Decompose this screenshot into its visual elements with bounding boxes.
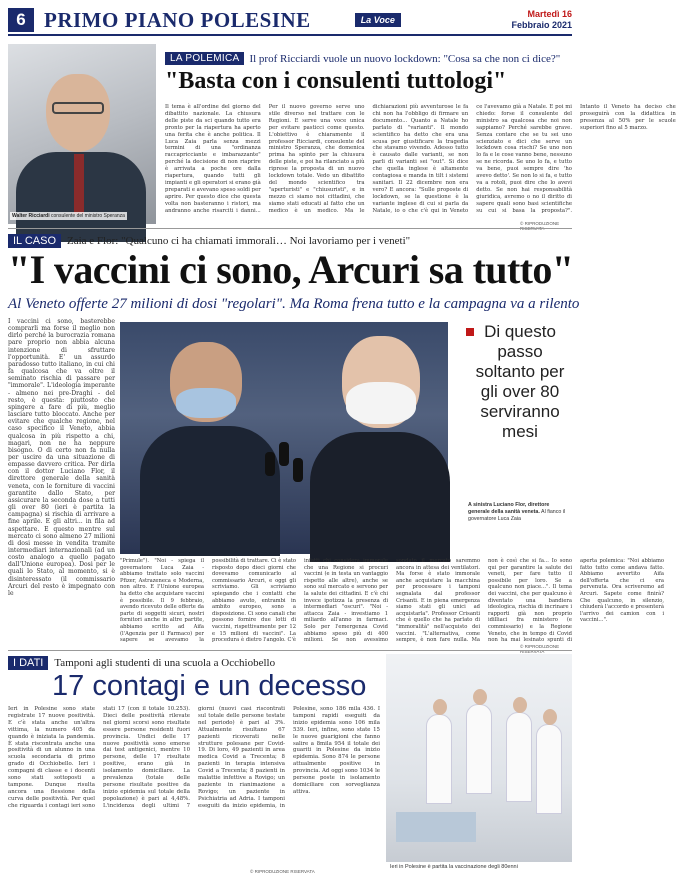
divider xyxy=(8,228,572,229)
photo-figure-tie xyxy=(74,154,84,214)
story2-headline: "I vaccini ci sono, Arcuri sa tutto" xyxy=(8,247,574,292)
story1-body: Il tema è all'ordine del giorno del dibattito nazionale. La chiusura delle piste da sci quando tutto era pronto per la riapertura ha aperto una ferita che è anche politica. Il Luca Zaia parla senza mezzi termini di una "ordinanza raccapricciante e imbarazzante" perché la decisione di non riaprire è arrivata a poche ore dalla riapertura, quando tutti gli impianti e gli operatori si erano già preparati e avevano speso soldi per aprire. Per questo dice che questa volta non basteranno i ristori, ma andranno anche risarciti i danni... Per il nuovo governo serve uno stile diverso nel trattare con le Regioni. E serve una voce unica per evitare pasticci come questo. L'obiettivo è chiaramente il professor Ricciardi, consulente del ministro Speranza, che domenica prima ha spinto per la chiusura delle piste, e poi ha rilanciato a più riprese la proposta di un nuovo lockdown totale. Vedo un dibattito del mondo scientifico tra "aperturisti" e "chiusuristi", e in mezzo ci siamo noi cittadini, che siamo stati educati al fatto che un medico è un medico. Ma le dichiarazioni più avventurose le fa chi non ha l'obbligo di firmare un documento... Quanto a Natale ho parlato di "varianti". Il mondo scientifico ha detto che era una scusa per giustificare la tragedia che stavamo vivendo. Adesso tutto è causato dalle varianti, se non parli di varianti sei "out". Si dice che quella inglese è altamente contagiosa e manda in tilt i sistemi sanitari. Il 22 dicembre non era vero? E ancora: "Sulle proposte di lockdown, se la questione è la variante inglese di cui si parla da Natale, io o che c'è qui in Veneto ce l'avevamo già a Natale. E poi mi chiedo: forse il consulente del ministro sa qualcosa che noi non sappiamo? Perché sarebbe grave. Senza contare che se tu sei uno scienziato e dici che serve un lockdown cosa rischi? Se uno non lo fa e le cose vanno bene, nessuno se ne ricorda. Se uno lo fa, e tutto va bene, puoi sempre dire 'ho avevo detto'. Se non lo si fa, e tutto va a rotoli, puoi dire che lo avevi detto. Se non hai responsabilità giuridica, avremo o no il diritto di sapere quali sono basi scientifiche su cui si basa la proposta?". Intanto il Veneto ha deciso che proseguirà con la didattica in presenza al 50% per le scuole superiori fino al 5 marzo. xyxy=(165,104,676,214)
story1-kicker-text: Il prof Ricciardi vuole un nuovo lockdown: "Cosa sa che non ci dice?" xyxy=(249,52,561,65)
month-year: Febbraio 2021 xyxy=(511,20,572,30)
page-number: 6 xyxy=(8,8,34,32)
story2-subhead: Al Veneto offerte 27 milioni di dosi "regolari". Ma Roma frena tutto e la campagna va a rilento xyxy=(8,296,580,312)
photo-person-right xyxy=(310,336,450,556)
press-conference-photo xyxy=(120,322,448,554)
story3-kicker-text: Tamponi agli studenti di una scuola a Occhiobello xyxy=(54,657,276,669)
story3-kicker xyxy=(8,656,275,670)
side-quote-text: Di questo passo soltanto per gli over 80 serviranno mesi xyxy=(475,322,565,441)
dateline xyxy=(511,9,572,31)
red-square-icon xyxy=(466,328,474,336)
story1-kicker xyxy=(165,52,560,65)
newspaper-logo: La Voce xyxy=(355,13,401,27)
caption-rest: Al fianco il governatore Luca Zaia xyxy=(468,509,566,522)
divider xyxy=(8,650,572,651)
story1-headline: "Basta con i consulenti tuttologi" xyxy=(165,68,507,94)
photo-figure-glasses xyxy=(52,102,104,114)
story1-tag: LA POLEMICA xyxy=(165,52,244,65)
story3-repro: © RIPRODUZIONE RISERVATA xyxy=(250,869,315,874)
caption-bold: A sinistra Luciano Flor, direttore generale della sanità veneta. xyxy=(468,502,550,515)
vaccination-caption: Ieri in Polesine è partita la vaccinazione degli 80enni xyxy=(390,864,518,870)
story3-tag: I DATI xyxy=(8,656,48,670)
story2-sidebar xyxy=(454,322,572,523)
section-title: PRIMO PIANO POLESINE xyxy=(44,7,311,32)
story3-body: Ieri in Polesine sono state registrate 17 nuove positività. E c'è stata anche un'altra vittima, la numero 405 da quando è iniziata la pandemia. È stata riscontrata anche una positività di un alunno in una scuola secondaria di primo grado di Occhiobello. Ieri i compagni di classe e i docenti sono stati sottoposti a tampone. Dunque risulta ancora una flessione della curva delle positività. Per quel che riguarda i contagi ieri sono stati 17 (con il totale 10.253). Dieci delle positività rilevate nel giorni scorsi sono risultate essere persone residenti fuori provincia. Undici delle 17 nuove positività sono emerse dai test antigenici, mentre 10 persone, delle 17 risultate positive, erano già in isolamento domiciliare. La prevalenza (totale delle persone risultate positive da inizio epidemia sul totale della popolazione) è pari al 4,48%. L'incidenza degli ultimi 7 giorni (nuovi casi riscontrati sul totale delle persone testate nel periodo) è pari al 3%. Attualmente risultano 67 pazienti ricoverati nelle strutture polesane per Covid-19. Di loro, 49 pazienti in area medica Covid a Trecenta; 8 pazienti in terapia intensiva Covid a Trecenta; 8 pazienti in malattie infettive a Rovigo; un paziente in rianimazione a Rovigo; un paziente in Psichiatria ad Adria. I tamponi eseguiti da inizio epidemia, in Polesine, sono 186 mila 436. I tamponi rapidi eseguiti da inizio epidemia sono 106 mila 539. Ieri, infine, sono state 15 le nuove guarigioni che fanno salire a 8mila 954 il totale dei guariti in Polesine da inizio epidemia. Sono 874 le persone attualmente positive in provincia. Ad oggi sono 1034 le persone poste in isolamento domiciliare con sorveglianza attiva. xyxy=(8,706,380,809)
photo-caption xyxy=(454,502,572,523)
caption-role: consulente del ministro Speranza xyxy=(51,213,125,219)
story1-repro: © RIPRODUZIONE RISERVATA xyxy=(520,221,560,231)
story2-kicker-text: Zaia e Flor: "Qualcuno ci ha chiamati immorali… Noi lavoriamo per i veneti" xyxy=(67,235,411,247)
story3-headline: 17 contagi e un decesso xyxy=(52,670,367,702)
ricciardi-photo xyxy=(8,44,156,224)
story2-repro: © RIPRODUZIONE RISERVATA xyxy=(520,644,560,654)
side-quote xyxy=(454,322,572,442)
caption-name: Walter Ricciardi xyxy=(12,213,50,219)
story2-body: "Primule"). "Noi - spiega il governatore Luca Zaia - abbiamo trattato solo vaccini Pfizer, Astrazeneca e Moderna, non altro. E l'Unione europea ha detto che acquistare vaccini è possibile. Il 9 febbraio, avendo ricevuto delle offerte da parte di soggetti sicuri, nostri fornitori anche in altre partite, abbiamo scritto ad Aifa (l'Agenzia per il Farmaco) per sapere se avevamo la possibilità di trattare. Ci è stato risposto dopo dieci giorni che dovevamo comunicarlo al commissario Arcuri, e oggi gli scriviamo. Gli scriviamo spiegando che i contatti che abbiamo avuto, entrambi in ambito europeo, sono a disposizione. Ci sono canali che possono fornire due lotti di vaccini, rispettivamente per 12 e 15 milioni di vaccini". La procedura è dietro l'angolo. C'è infatti chi considera immorale che una Regione si procuri vaccini (e in testa un vantaggio rispetto alle altre), anche se sono sul mercato e servono per la salute dei cittadini. E c'è chi invece ipotizza la presenza di intermediari "oscuri". "Noi - attacca Zaia - investiamo 1 miliardo all'anno in farmaci. Solo per l'emergenza Covid abbiamo speso più di 400 milioni. Se non avessimo sondato il mercato saremmo ancora in attesa dei ventilatori. Ma forse è stato immorale anche acquistare la macchina per processare i tamponi segnalata dal professor Crisanti. E in piena emergenza siamo stati gli unici ad acquistarla". Professor Crisanti che è quello che ha parlato di "immoralità" nell'acquisto dei vaccini. "L'alternativa, come sempre, è non fare nulla. Ma non è così che si fa... Io sono qui per garantire la salute dei veneti, per fare tutto il possibile per loro. Se a qualcuno non piace...". Il tema dei vaccini, che per qualcuno è diventato una bandiera ideologica, rischia di incrinare i rapporti già non proprio idilliaci fra ministero (e commissario) e la Regione Veneto, che in tempo di Covid non ha mai lesinato spunti di aperta polemica: "Noi abbiamo fatto tutto come andava fatto. Abbiamo avvertito Aifa dell'offerta che ci era pervenuta. Ora scriveremo ad Arcuri. Sapete come finirà? Che qualcuno, in silenzio, chiuderà l'accordo e presenterà l'arrivo dei camion con i vaccini...". xyxy=(120,558,664,644)
weekday: Martedì 16 xyxy=(527,9,572,19)
vaccination-photo xyxy=(386,654,572,862)
masthead xyxy=(8,6,572,36)
story2-left-column: I vaccini ci sono, basterebbe comprarli ma forse il meglio non dirlo perché la burocrazia romana pare proprio non abbia alcuna intenzione di sfruttare l'opportunità. E' un assurdo paradosso tutto italiano, in cui chi fa qualcosa che va oltre il seminato rischia di passare per "immorale". L'ideologia imperante - almeno nei pre-Draghi - del resto, è questa: piuttosto che spingere a fare di più, meglio lasciare tutto bloccato. Anche per evitare che qualche regione, nel caso specifico il Veneto, abbia qualcosa in più rispetto a chi, magari, non ne ha neppure bisogno. O di certo non fa nulla per uscire da una situazione di empasse davvero critica. Per dirla con il dottor Luciano Flor, il direttore generale della sanità veneta, con le forniture di vaccini garantite dallo Stato, per assicurare la seconda dose a tutti gli over 80 (ieri è partita la campagna) si rischia di arrivare a fine aprile. E gli altri... in fila ad aspettare. E questo mentre sul mercato ci sono almeno 27 milioni di dosi messe in vendita tramite intermediari internazionali (ad un costo analogo a quello pagato dall'Unione europea). Dosi per le quali lo Stato, al momento, si è disinteressato (il commissario Arcuri del resto è impegnato con le xyxy=(8,318,115,597)
microphones xyxy=(265,442,305,554)
ricciardi-caption xyxy=(10,212,127,220)
photo-person-left xyxy=(140,342,280,554)
story2-tag: IL CASO xyxy=(8,234,61,248)
